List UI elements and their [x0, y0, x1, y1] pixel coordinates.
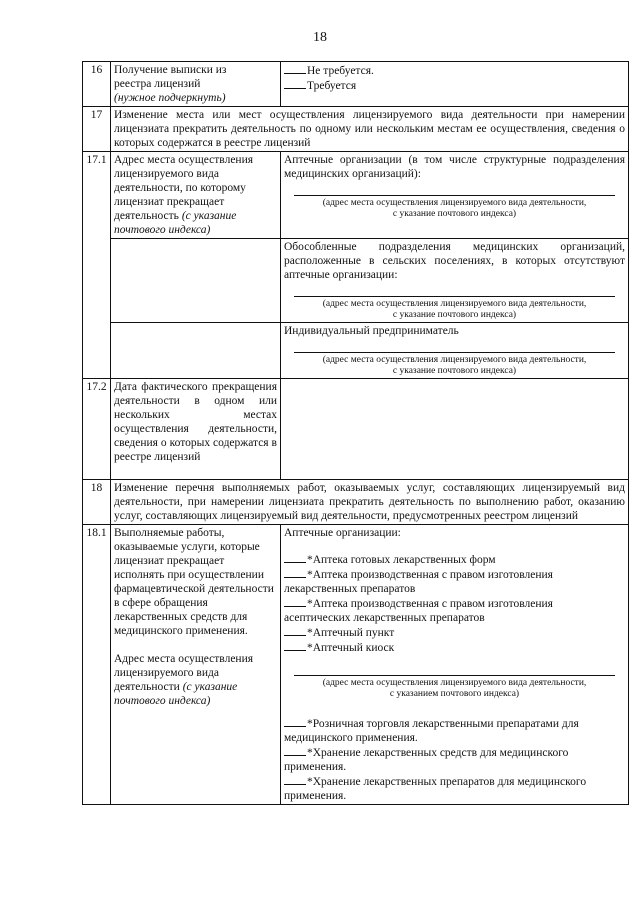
cessation-date-field[interactable] [281, 379, 629, 480]
address-caption: (адрес места осуществления лицензируемого вида деятельности, [322, 355, 587, 365]
row-17-2 [83, 379, 629, 480]
option-storage-substances[interactable] [284, 745, 625, 760]
option-pharmacy-point[interactable] [284, 625, 625, 640]
fill-blank[interactable] [284, 596, 306, 607]
row-18-1-label [111, 525, 281, 805]
row-number: 16 [83, 62, 111, 107]
option-label: *Аптечный пункт [307, 627, 395, 639]
option-not-required[interactable] [284, 63, 625, 78]
label-note: (нужное подчеркнуть) [114, 92, 226, 104]
address-caption: (адрес места осуществления лицензируемого вида деятельности, [322, 678, 587, 688]
option-label: *Хранение лекарственных препаратов для медицинского [307, 776, 587, 788]
page-number: 18 [313, 30, 327, 45]
address-caption: с указание почтового индекса) [392, 209, 517, 219]
option-label-cont: медицинского применения. [284, 732, 418, 744]
label-address: Адрес места осуществления лицензируемого вида деятельности [114, 653, 254, 693]
pharmacy-organizations-text: Аптечные организации (в том числе структурные подразделения медицинских организаций): [284, 154, 625, 180]
option-storage-preparations[interactable] [284, 774, 625, 789]
row-17-2-label: Дата фактического прекращения деятельности в одном или нескольких местах осуществления деятельности, сведения о которых содержатся в реестре лицензий [111, 379, 281, 480]
option-label-cont: применения. [284, 790, 347, 802]
empty-cell [111, 323, 281, 379]
option-label: *Аптека производственная с правом изготовления [307, 598, 553, 610]
option-label-cont: применения. [284, 761, 347, 773]
row-18-1 [83, 525, 629, 805]
fill-blank[interactable] [284, 774, 306, 785]
pharmacy-title: Аптечные организации: [284, 527, 401, 539]
option-pharmacy-kiosk[interactable] [284, 640, 625, 655]
address-caption: с указанием почтового индекса) [389, 689, 520, 699]
address-caption: (адрес места осуществления лицензируемого вида деятельности, [322, 299, 587, 309]
license-form-table [82, 61, 629, 805]
label-note: (с указание почтового индекса) [114, 210, 237, 236]
label-line: Получение выписки из [114, 64, 227, 76]
option-label: Не требуется. [307, 65, 374, 77]
address-caption: с указание почтового индекса) [392, 366, 517, 376]
fill-blank[interactable] [284, 63, 306, 74]
fill-blank[interactable] [284, 716, 306, 727]
isolated-divisions-block [281, 239, 629, 323]
option-label-cont: асептических лекарственных препаратов [284, 612, 485, 624]
option-label: *Аптека готовых лекарственных форм [307, 554, 496, 566]
address-input-line[interactable] [294, 296, 615, 297]
label-text: Адрес места осуществления лицензируемого вида деятельности, по которому лицензиат прекращает деятельность [114, 154, 254, 222]
fill-blank[interactable] [284, 625, 306, 636]
address-input-line[interactable] [294, 195, 615, 196]
row-number: 18 [83, 480, 111, 525]
option-required[interactable] [284, 78, 625, 93]
option-label: *Розничная торговля лекарственными препаратами для [307, 718, 579, 730]
entrepreneur-text: Индивидуальный предприниматель [284, 325, 459, 337]
option-label: *Аптека производственная с правом изготовления [307, 569, 553, 581]
isolated-divisions-text: Обособленные подразделения медицинских организаций, расположенные в сельских поселениях, в которых отсутствуют аптечные организации: [284, 241, 625, 281]
option-retail-trade[interactable] [284, 716, 625, 731]
row-number: 17.2 [83, 379, 111, 480]
fill-blank[interactable] [284, 640, 306, 651]
row-17-text: Изменение места или мест осуществления лицензируемого вида деятельности при намерении лицензиата прекратить деятельность по одному или нескольким местам ее осуществления, сведения о которых содержатся в реестре лицензий [111, 107, 629, 152]
row-number: 17 [83, 107, 111, 152]
option-label: Требуется [307, 80, 357, 92]
label-line: реестра лицензий [114, 78, 201, 90]
empty-cell [111, 239, 281, 323]
fill-blank[interactable] [284, 567, 306, 578]
fill-blank[interactable] [284, 78, 306, 89]
row-16-label [111, 62, 281, 107]
row-number: 17.1 [83, 152, 111, 379]
row-number: 18.1 [83, 525, 111, 805]
row-18 [83, 480, 629, 525]
row-17 [83, 107, 629, 152]
address-input-line[interactable] [294, 675, 615, 676]
option-label: *Аптечный киоск [307, 642, 395, 654]
option-production-pharmacy[interactable] [284, 567, 625, 582]
row-16 [83, 62, 629, 107]
option-ready-forms-pharmacy[interactable] [284, 552, 625, 567]
label-text: Выполняемые работы, оказываемые услуги, которые лицензиат прекращает исполнять при осуществлении фармацевтической деятельности в сфере обращения лекарственных средств для медицинского применения. [114, 527, 274, 637]
option-label-cont: лекарственных препаратов [284, 583, 416, 595]
address-caption: (адрес места осуществления лицензируемого вида деятельности, [322, 198, 587, 208]
entrepreneur-block [281, 323, 629, 379]
fill-blank[interactable] [284, 552, 306, 563]
option-label: *Хранение лекарственных средств для медицинского [307, 747, 569, 759]
address-input-line[interactable] [294, 352, 615, 353]
row-17-1-entrepreneur [83, 323, 629, 379]
row-17-1-isolated [83, 239, 629, 323]
row-16-options [281, 62, 629, 107]
row-17-1 [83, 152, 629, 239]
pharmacy-organizations-block [281, 152, 629, 239]
address-caption: с указание почтового индекса) [392, 310, 517, 320]
row-18-text: Изменение перечня выполняемых работ, оказываемых услуг, составляющих лицензируемый вид деятельности, при намерении лицензиата прекратить деятельность по выполнению работ, оказанию услуг, составляющих лицензируемый вид деятельности, предусмотренных реестром лицензий [111, 480, 629, 525]
row-17-1-label [111, 152, 281, 239]
fill-blank[interactable] [284, 745, 306, 756]
row-18-1-options [281, 525, 629, 805]
label-note: (с указание почтового индекса) [114, 681, 238, 707]
option-aseptic-pharmacy[interactable] [284, 596, 625, 611]
